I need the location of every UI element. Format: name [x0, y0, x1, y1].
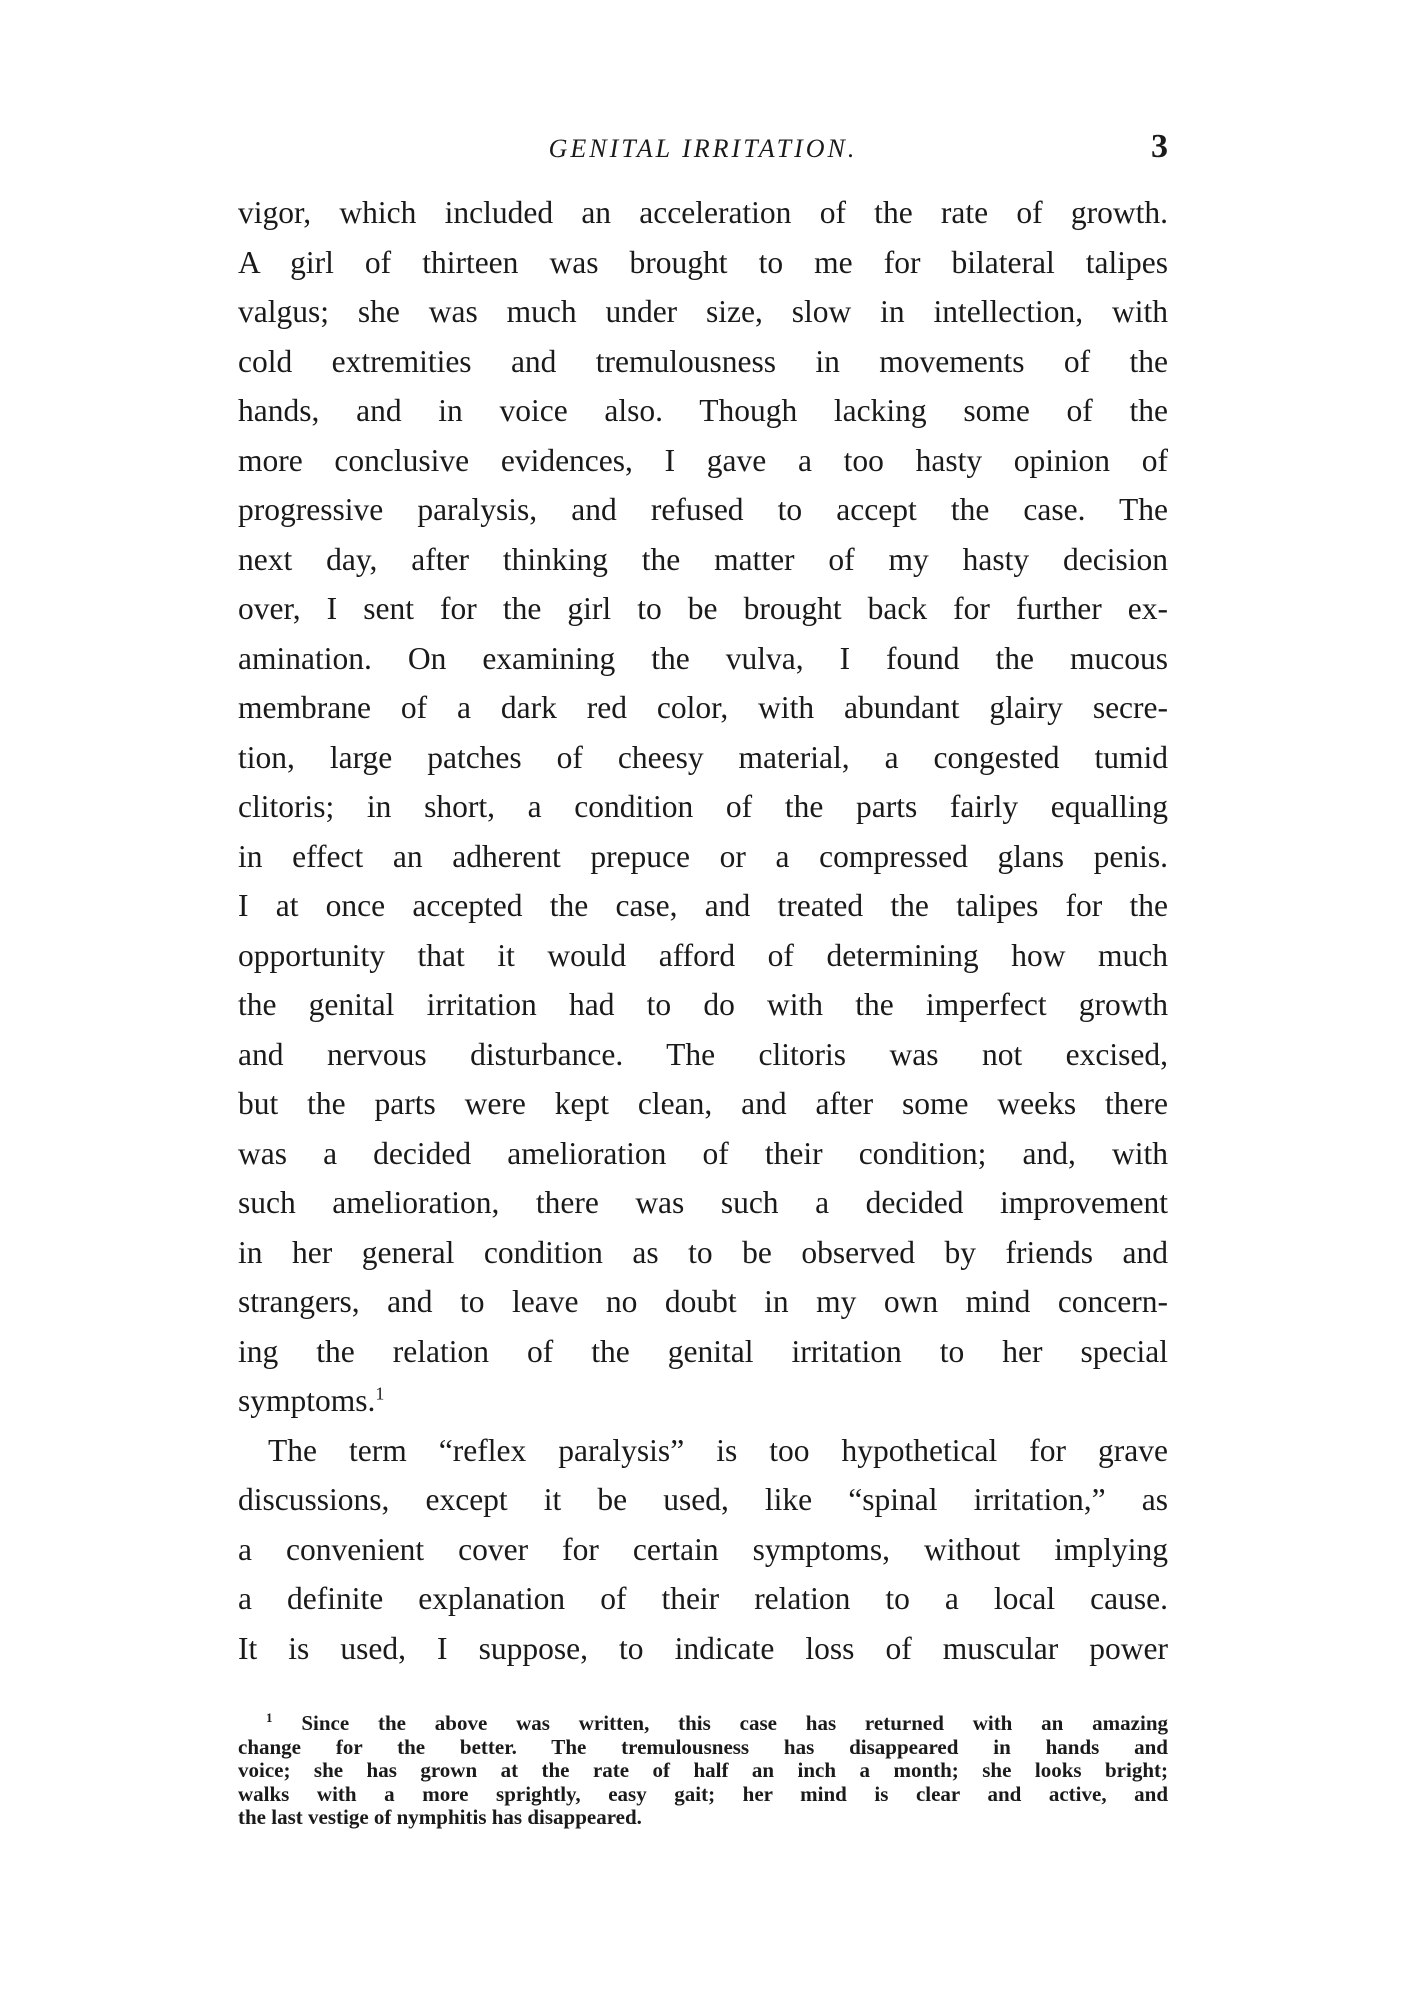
text-line: tion, large patches of cheesy material, a congested tumid — [238, 739, 1168, 775]
footnote-line — [238, 1712, 1168, 1736]
footnote-marker: 1 — [266, 1710, 273, 1725]
text-line: cold extremities and tremulousness in movements of the — [238, 343, 1168, 379]
text-line: over, I sent for the girl to be brought back for further ex- — [238, 591, 1168, 626]
text-line: amination. On examining the vulva, I found the mucous — [238, 640, 1168, 676]
text-line: in effect an adherent prepuce or a compressed glans penis. — [238, 838, 1168, 874]
text-line: the genital irritation had to do with the imperfect growth — [238, 987, 1168, 1022]
text-line: next day, after thinking the matter of my hasty decision — [238, 541, 1168, 577]
footnote-line: voice; she has grown at the rate of half an inch a month; she looks bright; — [238, 1758, 1168, 1782]
text-line: such amelioration, there was such a decided improvement — [238, 1185, 1168, 1220]
text-line: a convenient cover for certain symptoms, without implying — [238, 1531, 1168, 1567]
text-line: was a decided amelioration of their condition; and, with — [238, 1135, 1168, 1171]
paragraph-start-line: The term “reflex paralysis” is too hypothetical for grave — [268, 1432, 1168, 1468]
text-line: clitoris; in short, a condition of the parts fairly equalling — [238, 789, 1168, 824]
text-line-last — [238, 1376, 1168, 1426]
text-line: but the parts were kept clean, and after some weeks there — [238, 1086, 1168, 1121]
footnote — [238, 1712, 1168, 1830]
text-line: It is used, I suppose, to indicate loss of muscular power — [238, 1630, 1168, 1666]
text-line: strangers, and to leave no doubt in my own mind concern- — [238, 1284, 1168, 1319]
text-line: discussions, except it be used, like “spinal irritation,” as — [238, 1482, 1168, 1517]
body-text — [238, 188, 1168, 1673]
text-line: a definite explanation of their relation to a local cause. — [238, 1581, 1168, 1616]
text-line: ing the relation of the genital irritation to her special — [238, 1333, 1168, 1369]
text-line: membrane of a dark red color, with abundant glairy secre- — [238, 690, 1168, 725]
text-line: more conclusive evidences, I gave a too hasty opinion of — [238, 442, 1168, 478]
footnote-line: walks with a more sprightly, easy gait; her mind is clear and active, and — [238, 1781, 1168, 1806]
footnote-text: Since the above was written, this case has returned with an amazing — [301, 1711, 1169, 1735]
text-line-content: symptoms. — [238, 1383, 376, 1418]
text-line: I at once accepted the case, and treated the talipes for the — [238, 888, 1168, 923]
text-line: valgus; she was much under size, slow in intellection, with — [238, 294, 1168, 329]
running-head — [238, 128, 1168, 168]
text-line: progressive paralysis, and refused to accept the case. The — [238, 492, 1168, 527]
footnote-reference[interactable]: 1 — [375, 1383, 385, 1404]
text-line: vigor, which included an acceleration of the rate of growth. — [238, 195, 1168, 230]
text-line: and nervous disturbance. The clitoris was not excised, — [238, 1036, 1168, 1072]
page-number: 3 — [1151, 128, 1168, 165]
text-line: hands, and in voice also. Though lacking some of the — [238, 393, 1168, 428]
text-line: A girl of thirteen was brought to me for bilateral talipes — [238, 244, 1168, 280]
running-title: GENITAL IRRITATION. — [548, 134, 858, 163]
text-line: in her general condition as to be observed by friends and — [238, 1234, 1168, 1270]
footnote-line: change for the better. The tremulousness has disappeared in hands and — [238, 1734, 1168, 1759]
text-line: opportunity that it would afford of determining how much — [238, 937, 1168, 973]
footnote-line: the last vestige of nymphitis has disappeared. — [238, 1805, 642, 1829]
